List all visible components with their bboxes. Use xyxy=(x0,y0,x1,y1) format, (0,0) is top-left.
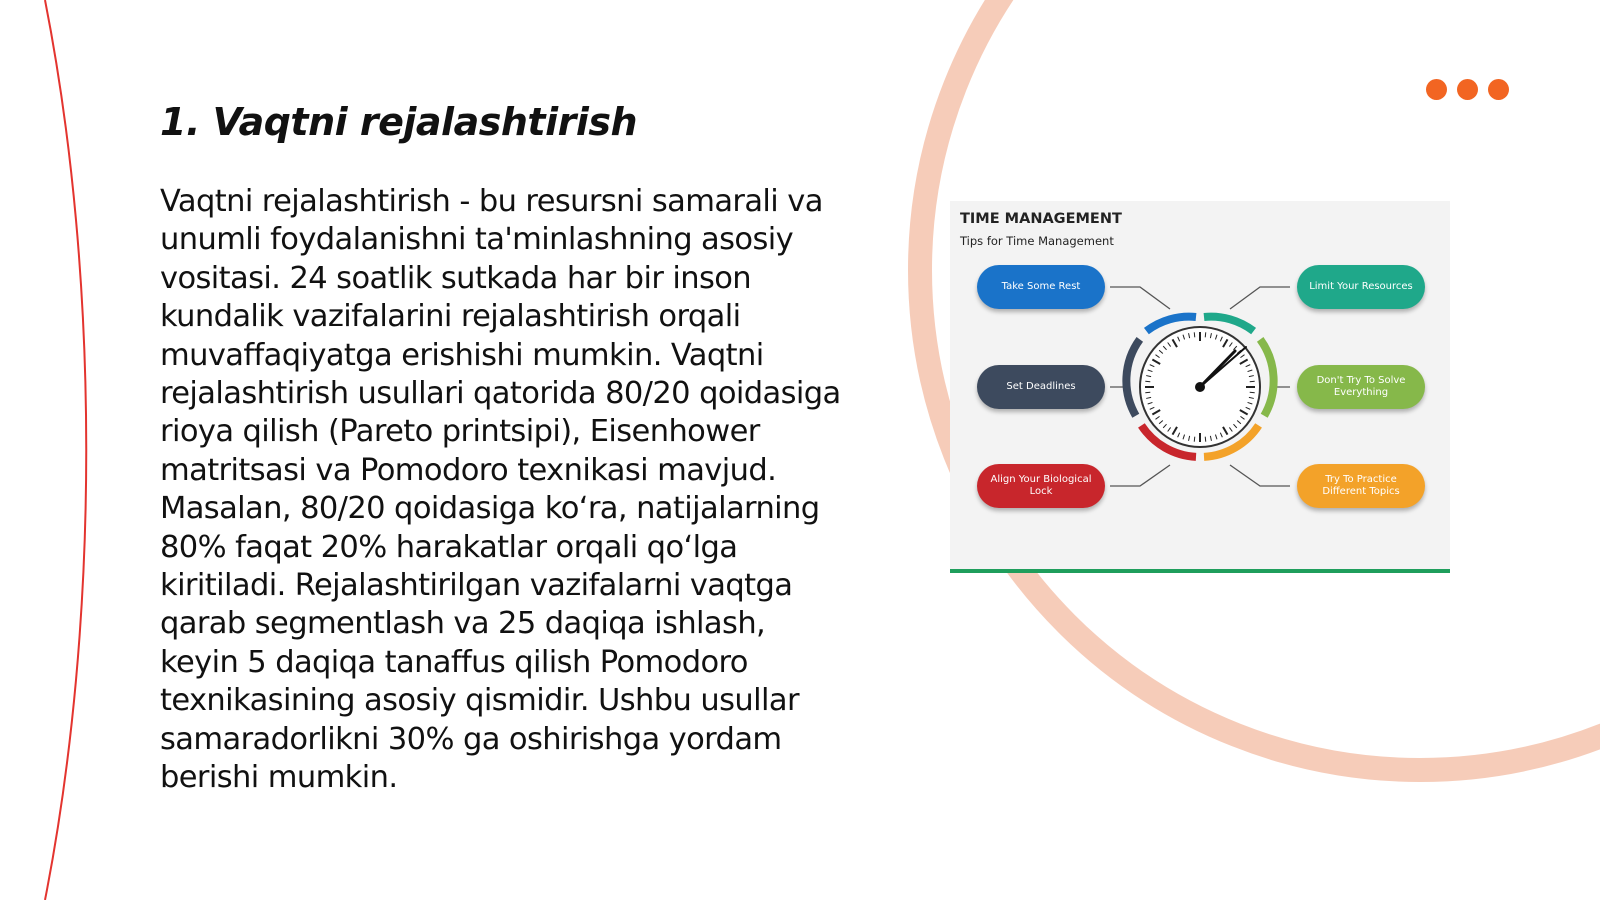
tip-label: Set Deadlines xyxy=(1006,381,1076,392)
tip-label: Take Some Rest xyxy=(1001,281,1081,292)
clock-tick xyxy=(1250,392,1255,393)
slide-body-text: Vaqtni rejalashtirish - bu resursni samarali va unumli foydalanishni ta'minlashning asosiy vositasi. 24 soatlik sutkada har bir inson kundalik vazifalarini rejalashtirish orqali muvaffaqiyatga erishishi mumkin. Vaqtni rejalashtirish usullari qatorida 80/20 qoidasiga rioya qilish (Pareto printsipi), Eisenhower matritsasi va Pomodoro texnikasi mavjud. Masalan, 80/20 qoidasiga ko‘ra, natijalarning 80% faqat 20% harakatlar orqali qo‘lga kiritiladi. Rejalashtirilgan vazifalarni vaqtga qarab segmentlash va 25 daqiqa ishlash, keyin 5 daqiqa tanaffus qilish Pomodoro texnikasining asosiy qismidir. Ushbu usullar samaradorlikni 30% ga oshirishga yordam berishi mumkin. xyxy=(160,184,841,796)
slide-title: 1. Vaqtni rejalashtirish xyxy=(160,100,638,144)
clock-tick xyxy=(1194,437,1195,442)
time-management-figure xyxy=(950,201,1450,573)
clock-tick xyxy=(1205,332,1206,337)
clock-tick xyxy=(1205,437,1206,442)
tip-take-some-rest xyxy=(977,265,1105,309)
clock-tick xyxy=(1145,392,1150,393)
clock-tick xyxy=(1250,381,1255,382)
three-dots-icon xyxy=(1426,79,1509,100)
clock-tick xyxy=(1145,381,1150,382)
tip-label: Don't Try To Solve Everything xyxy=(1316,375,1406,398)
tip-dont-try-to-solve-everything xyxy=(1297,365,1425,409)
clock-tick xyxy=(1194,332,1195,337)
tip-limit-your-resources xyxy=(1297,265,1425,309)
dot xyxy=(1488,79,1509,100)
tip-try-to-practice-different-topics xyxy=(1297,464,1425,508)
dot xyxy=(1457,79,1478,100)
figure-subtitle: Tips for Time Management xyxy=(960,234,1114,248)
tip-align-your-biological-lock xyxy=(977,464,1105,508)
tip-set-deadlines xyxy=(977,365,1105,409)
tip-label: Align Your Biological Lock xyxy=(990,474,1092,497)
dot xyxy=(1426,79,1447,100)
clock-center xyxy=(1195,382,1205,392)
decorative-left-arc xyxy=(45,0,86,900)
tip-label: Limit Your Resources xyxy=(1309,281,1413,292)
figure-title: TIME MANAGEMENT xyxy=(960,211,1122,227)
tip-label: Try To Practice Different Topics xyxy=(1322,474,1400,497)
